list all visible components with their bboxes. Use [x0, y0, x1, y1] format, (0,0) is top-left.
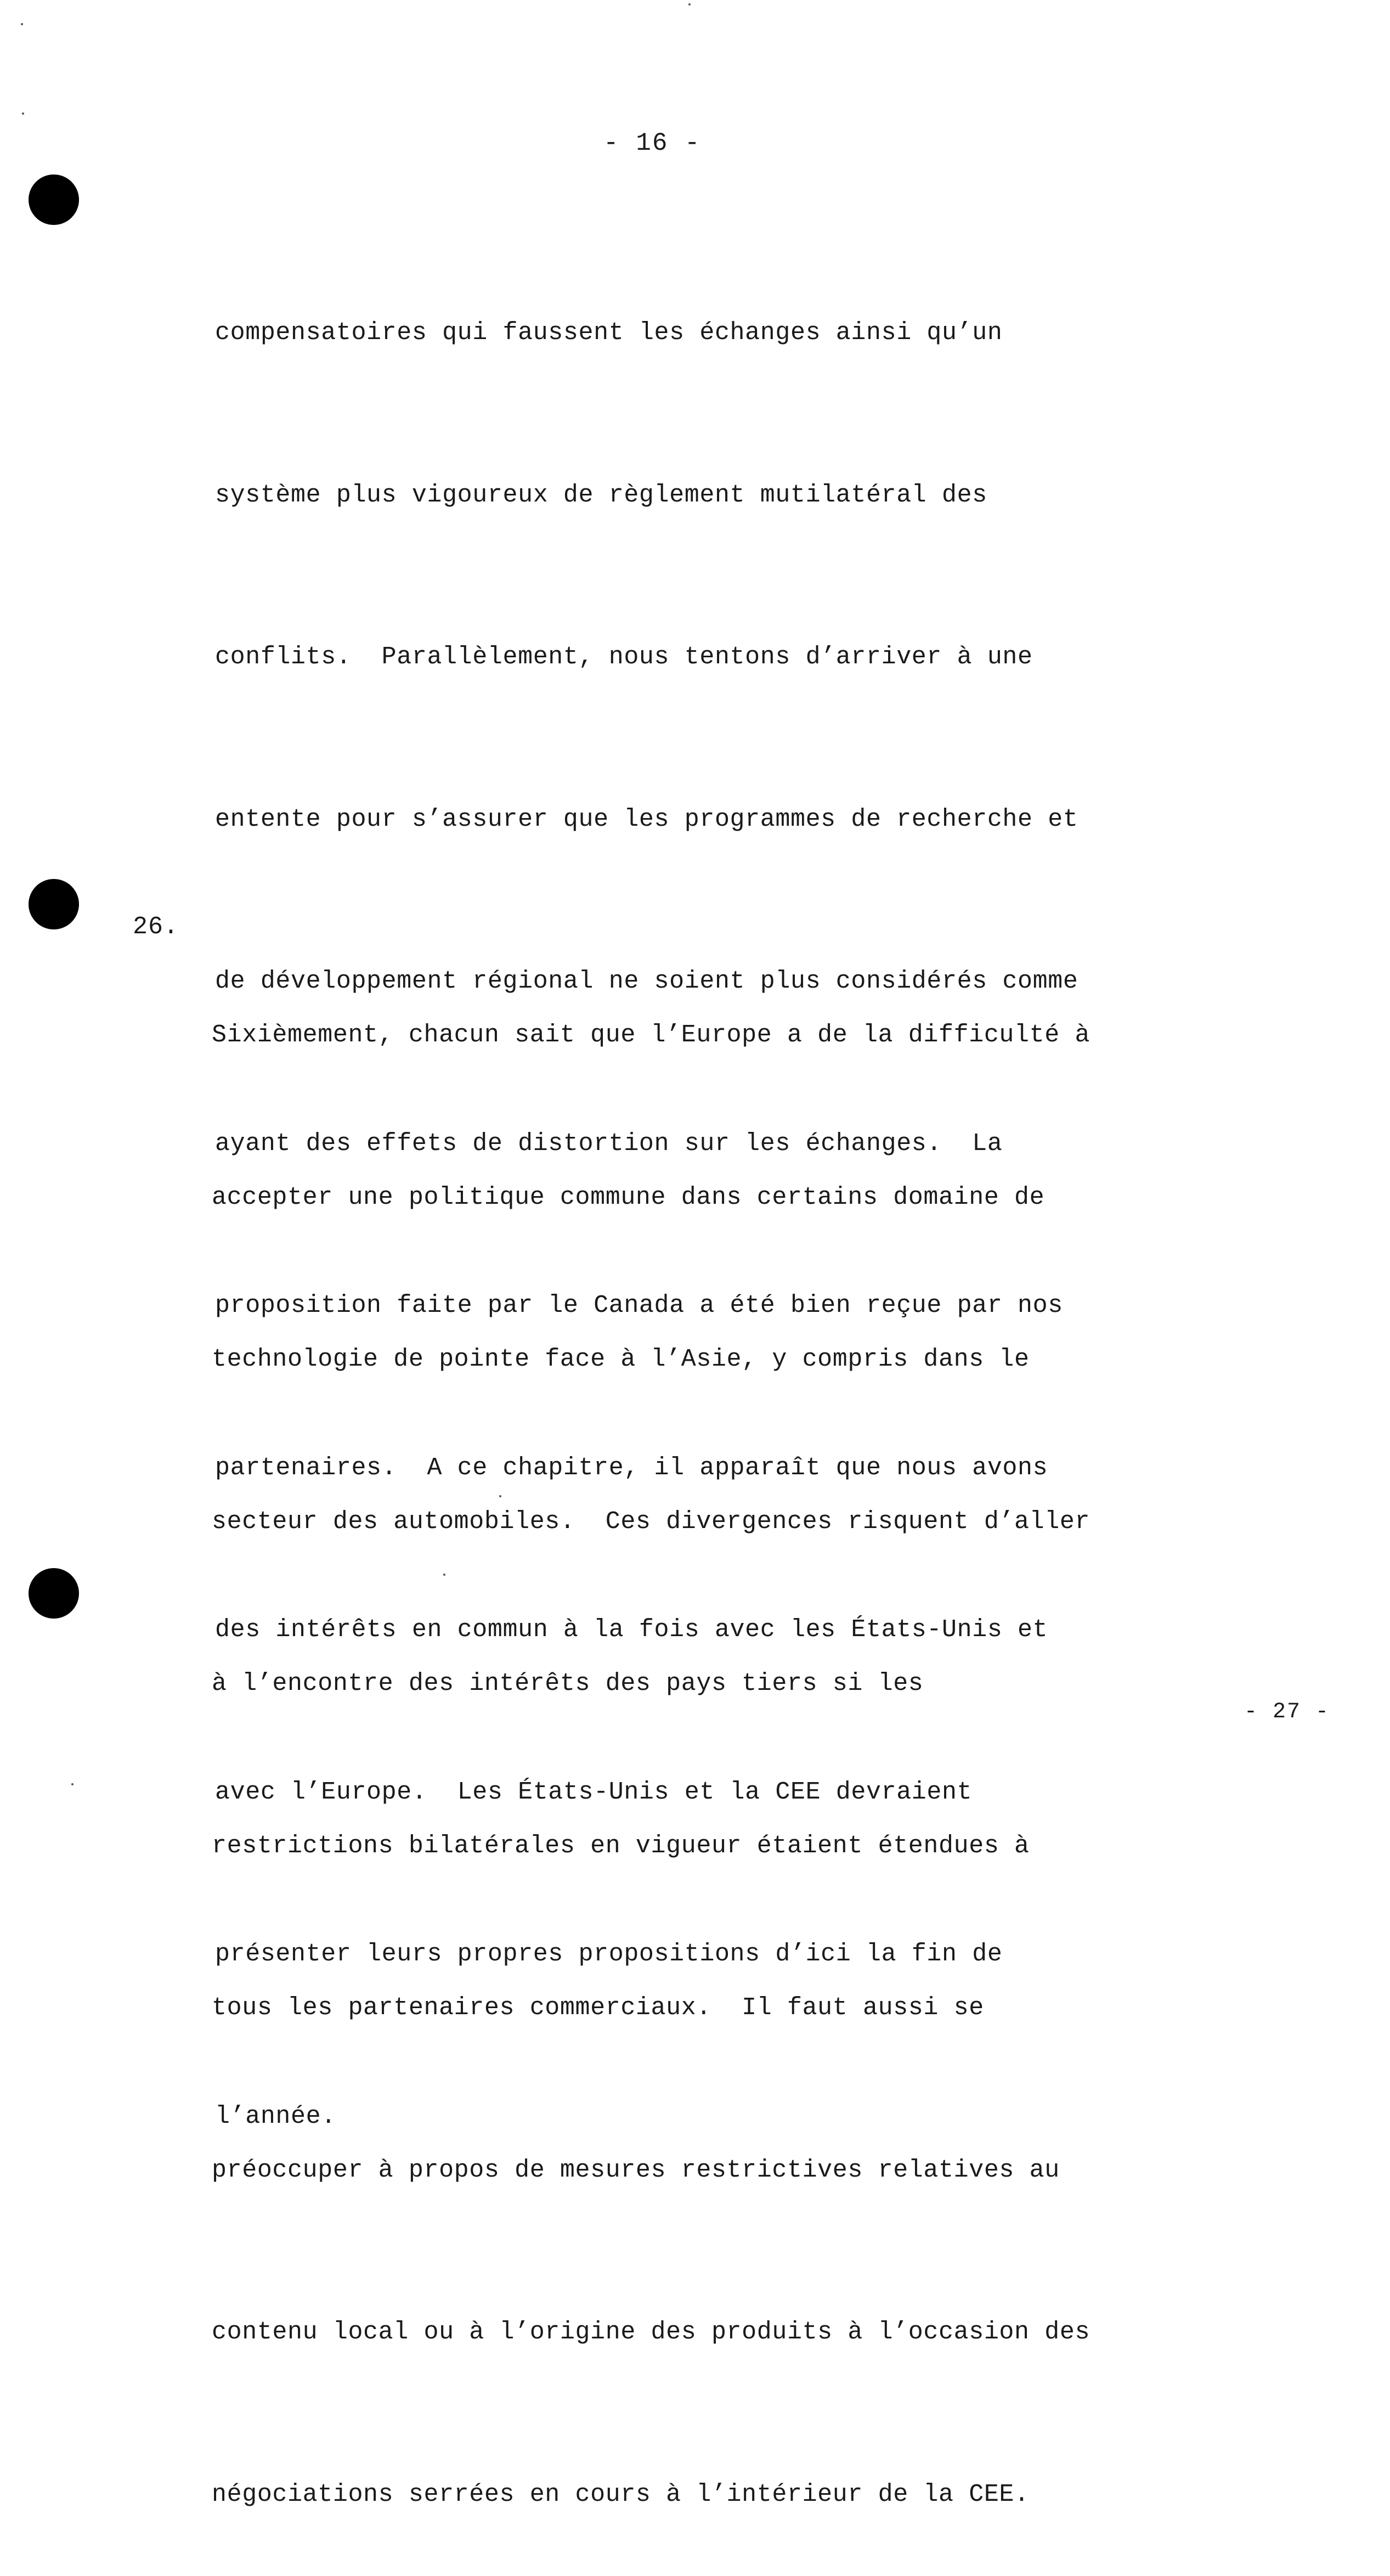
- binder-hole-bottom: [29, 1568, 79, 1619]
- text-line: des intérêts en commun à la fois avec les États-Unis et: [215, 1616, 1048, 1644]
- text-line: proposition faite par le Canada a été bien reçue par nos: [215, 1292, 1063, 1320]
- scan-speck: [71, 1783, 74, 1785]
- scan-speck: [688, 3, 691, 5]
- text-line: Sixièmement, chacun sait que l’Europe a de la difficulté à: [212, 1021, 1090, 1049]
- text-line: compensatoires qui faussent les échanges ainsi qu’un: [215, 319, 1003, 347]
- text-line: de développement régional ne soient plus considérés comme: [215, 967, 1078, 995]
- text-line: entente pour s’assurer que les programmes de recherche et: [215, 805, 1078, 833]
- page-number: - 16 -: [603, 129, 701, 157]
- text-line: partenaires. A ce chapitre, il apparaît que nous avons: [215, 1453, 1048, 1482]
- text-line: accepter une politique commune dans certains domaine de: [212, 1183, 1045, 1211]
- paragraph-number: 26.: [133, 913, 179, 941]
- text-line: préoccuper à propos de mesures restrictives relatives au: [212, 2156, 1060, 2184]
- text-line: contenu local ou à l’origine des produits à l’occasion des: [212, 2318, 1090, 2346]
- text-line: ayant des effets de distortion sur les échanges. La: [215, 1129, 1003, 1158]
- binder-hole-top: [29, 174, 79, 225]
- text-line: secteur des automobiles. Ces divergences risquent d’aller: [212, 1507, 1090, 1536]
- text-line: à l’encontre des intérêts des pays tiers si les: [212, 1670, 924, 1698]
- text-line: négociations serrées en cours à l’intérieur de la CEE.: [212, 2480, 1030, 2509]
- scan-speck: [21, 23, 23, 25]
- next-page-marker: - 27 -: [1244, 1700, 1330, 1724]
- text-line: système plus vigoureux de règlement mutilatéral des: [215, 481, 987, 509]
- scan-speck: [22, 112, 24, 115]
- text-line: présenter leurs propres propositions d’ici la fin de: [215, 1940, 1003, 1968]
- text-line: restrictions bilatérales en vigueur étaient étendues à: [212, 1831, 1030, 1860]
- binder-hole-middle: [29, 879, 79, 929]
- text-line: avec l’Europe. Les États-Unis et la CEE devraient: [215, 1778, 973, 1806]
- text-line: tous les partenaires commerciaux. Il faut aussi se: [212, 1994, 984, 2022]
- text-line: l’année.: [215, 2102, 336, 2130]
- text-line: technologie de pointe face à l’Asie, y compris dans le: [212, 1345, 1030, 1373]
- text-line: conflits. Parallèlement, nous tentons d’arriver à une: [215, 643, 1033, 671]
- paragraph-26: [212, 900, 1090, 2576]
